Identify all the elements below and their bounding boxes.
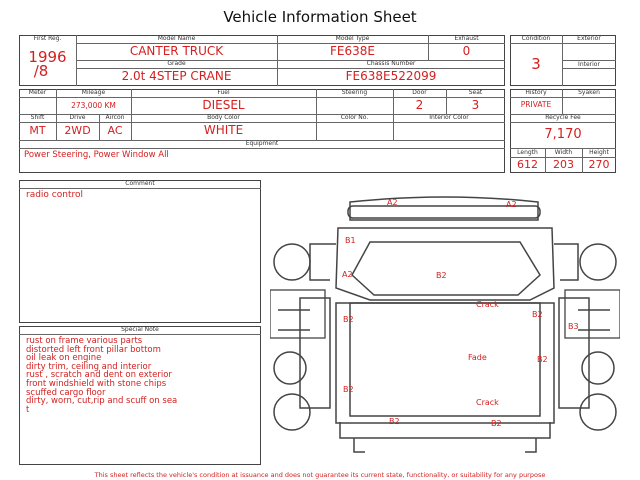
chassis-number-label: Chassis Number xyxy=(366,60,416,67)
length-label: Length xyxy=(517,149,538,156)
first-reg-month: /8 xyxy=(33,62,49,80)
damage-mark: B2 xyxy=(343,315,354,324)
sheet-title: Vehicle Information Sheet xyxy=(223,8,417,26)
comment-label: Comment xyxy=(125,180,155,187)
note-line: rust on frame various parts xyxy=(26,336,143,346)
damage-mark: B1 xyxy=(345,236,356,245)
divider xyxy=(19,334,261,335)
wheel-rear-left-2 xyxy=(274,394,310,430)
condition-value: 3 xyxy=(531,55,541,73)
divider xyxy=(19,148,505,149)
wheel-rear-right-1 xyxy=(582,352,614,384)
shift-value: MT xyxy=(29,124,46,137)
damage-mark: B2 xyxy=(491,419,502,428)
comment-box xyxy=(19,180,261,323)
recycle-fee-label: Recycle Fee xyxy=(545,114,581,121)
wheel-arch-right xyxy=(578,310,610,330)
model-type-value: FE638E xyxy=(330,44,375,58)
seat-value: 3 xyxy=(471,98,480,112)
width-label: Width xyxy=(554,149,573,156)
meter-label: Meter xyxy=(28,89,47,96)
note-line: front windshield with stone chips xyxy=(26,378,167,389)
damage-mark: B3 xyxy=(568,322,579,331)
mileage-value: 273,000 KM xyxy=(71,101,116,110)
first-reg-label: First Reg. xyxy=(33,35,62,42)
history-label: History xyxy=(525,89,547,96)
note-line: rust , scratch and dent on exterior xyxy=(26,370,172,381)
damage-mark: A2 xyxy=(506,200,517,209)
door-value: 2 xyxy=(415,98,424,112)
wheel-front-right xyxy=(580,244,616,280)
fuel-label: Fuel xyxy=(217,89,230,96)
damage-mark: A2 xyxy=(342,270,353,279)
exhaust-label: Exhaust xyxy=(454,35,479,42)
grade-value: 2.0t 4STEP CRANE xyxy=(121,69,232,83)
wheel-rear-right-2 xyxy=(580,394,616,430)
cargo-bed xyxy=(336,303,554,423)
disclaimer-footer: This sheet reflects the vehicle's condition at issuance and does not guarantee its current state, functionality, or suitability for any purpose xyxy=(94,471,546,479)
model-name-label: Model Name xyxy=(157,35,196,42)
interior-color-label: Interior Color xyxy=(429,114,469,121)
shift-label: Shift xyxy=(30,114,45,121)
height-value: 270 xyxy=(588,158,610,171)
damage-mark: B2 xyxy=(343,385,354,394)
wheel-front-left xyxy=(274,244,310,280)
length-value: 612 xyxy=(517,158,538,171)
divider xyxy=(510,43,616,44)
height-label: Height xyxy=(589,149,609,156)
fuel-value: DIESEL xyxy=(202,98,245,112)
color-no-label: Color No. xyxy=(340,114,369,121)
wheel-arch-left xyxy=(278,310,310,330)
chassis-number-value: FE638E522099 xyxy=(345,69,437,83)
damage-mark: A2 xyxy=(387,198,398,207)
left-fender-outline xyxy=(270,290,325,338)
divider xyxy=(510,97,616,98)
width-value: 203 xyxy=(553,158,574,171)
right-rail xyxy=(559,298,589,408)
steering-label: Steering xyxy=(341,89,368,96)
damage-mark: B2 xyxy=(532,310,543,319)
damage-mark: Crack xyxy=(476,300,499,309)
divider xyxy=(510,122,616,123)
model-type-label: Model Type xyxy=(335,35,370,42)
cargo-inner xyxy=(350,303,540,416)
drive-value: 2WD xyxy=(64,124,91,137)
special-note-list xyxy=(26,337,177,414)
body-color-label: Body Color xyxy=(207,114,240,121)
aircon-label: Aircon xyxy=(105,114,125,121)
damage-mark: Fade xyxy=(468,353,487,362)
rear-bumper xyxy=(340,422,550,438)
note-line: scuffed cargo floor xyxy=(26,387,106,398)
note-line: oil leak on engine xyxy=(26,353,102,364)
damage-mark: B2 xyxy=(537,355,548,364)
damage-mark: Crack xyxy=(476,398,499,407)
note-line: distorted left front pillar bottom xyxy=(26,344,161,355)
comment-text: radio control xyxy=(26,190,83,200)
note-line: dirty, worn, cut,rip and scuff on sea xyxy=(26,396,178,407)
equipment-label: Equipment xyxy=(245,140,279,147)
body-color-value: WHITE xyxy=(203,123,244,137)
recycle-fee-value: 7,170 xyxy=(544,127,582,142)
note-line: t xyxy=(26,404,30,415)
model-name-value: CANTER TRUCK xyxy=(129,44,224,58)
interior-label: Interior xyxy=(578,61,600,68)
drive-label: Drive xyxy=(69,114,86,121)
divider xyxy=(19,188,261,189)
rear-tailgate xyxy=(354,438,536,452)
damage-mark: B2 xyxy=(389,417,400,426)
seat-label: Seat xyxy=(468,89,483,96)
aircon-value: AC xyxy=(107,124,123,137)
equipment-value: Power Steering, Power Window All xyxy=(24,150,169,160)
door-label: Door xyxy=(412,89,427,96)
mileage-label: Mileage xyxy=(81,89,106,96)
condition-label: Condition xyxy=(521,35,551,42)
first-reg-year: 1996 xyxy=(28,48,67,66)
damage-mark: B2 xyxy=(436,271,447,280)
windshield xyxy=(352,242,540,295)
exterior-label: Exterior xyxy=(577,35,601,42)
special-note-label: Special Note xyxy=(121,326,159,333)
exhaust-value: 0 xyxy=(462,44,471,58)
history-value: PRIVATE xyxy=(520,100,552,109)
syaken-label: Syaken xyxy=(578,89,600,96)
left-mirror xyxy=(310,244,336,280)
grade-label: Grade xyxy=(167,60,186,67)
note-line: dirty trim, ceiling and interior xyxy=(26,361,152,372)
right-mirror xyxy=(554,244,578,280)
wheel-rear-left-1 xyxy=(274,352,306,384)
